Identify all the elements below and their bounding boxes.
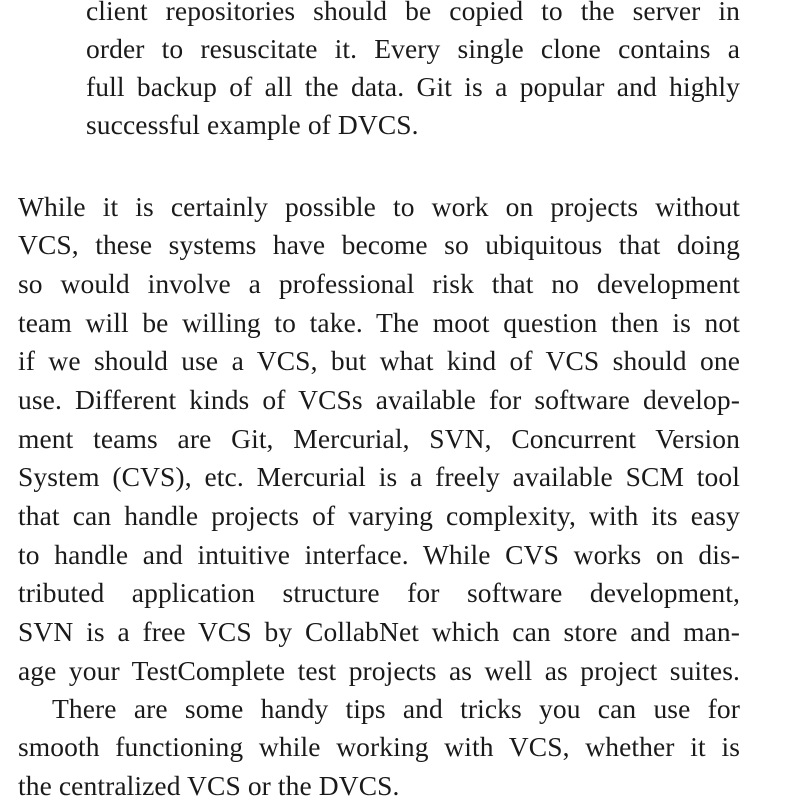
text-line: so would involve a professional risk that no development xyxy=(18,268,740,299)
text-line: to handle and intuitive interface. While CVS works on dis- xyxy=(18,539,740,570)
text-line: age your TestComplete test projects as well as project suites. xyxy=(18,655,740,686)
text-line: VCS, these systems have become so ubiquitous that doing xyxy=(18,229,740,260)
text-line: that can handle projects of varying complexity, with its easy xyxy=(18,500,740,531)
text-line: team will be willing to take. The moot question then is not xyxy=(18,307,740,338)
text-line: the centralized VCS or the DVCS. xyxy=(18,770,400,801)
text-line: While it is certainly possible to work on projects without xyxy=(18,191,740,222)
text-line: ment teams are Git, Mercurial, SVN, Concurrent Version xyxy=(18,423,740,454)
text-line: smooth functioning while working with VCS, whether it is xyxy=(18,731,740,762)
text-line: client repositories should be copied to the server in xyxy=(86,0,740,26)
text-line: if we should use a VCS, but what kind of VCS should one xyxy=(18,345,740,376)
text-line: order to resuscitate it. Every single clone contains a xyxy=(86,33,740,64)
text-line: SVN is a free VCS by CollabNet which can store and man- xyxy=(18,616,740,647)
text-line: There are some handy tips and tricks you can use for xyxy=(52,693,740,724)
text-line: successful example of DVCS. xyxy=(86,109,419,140)
text-line: System (CVS), etc. Mercurial is a freely available SCM tool xyxy=(18,461,740,492)
text-line: use. Different kinds of VCSs available for software develop- xyxy=(18,384,740,415)
text-line: full backup of all the data. Git is a popular and highly xyxy=(86,71,740,102)
text-line: tributed application structure for software development, xyxy=(18,577,740,608)
